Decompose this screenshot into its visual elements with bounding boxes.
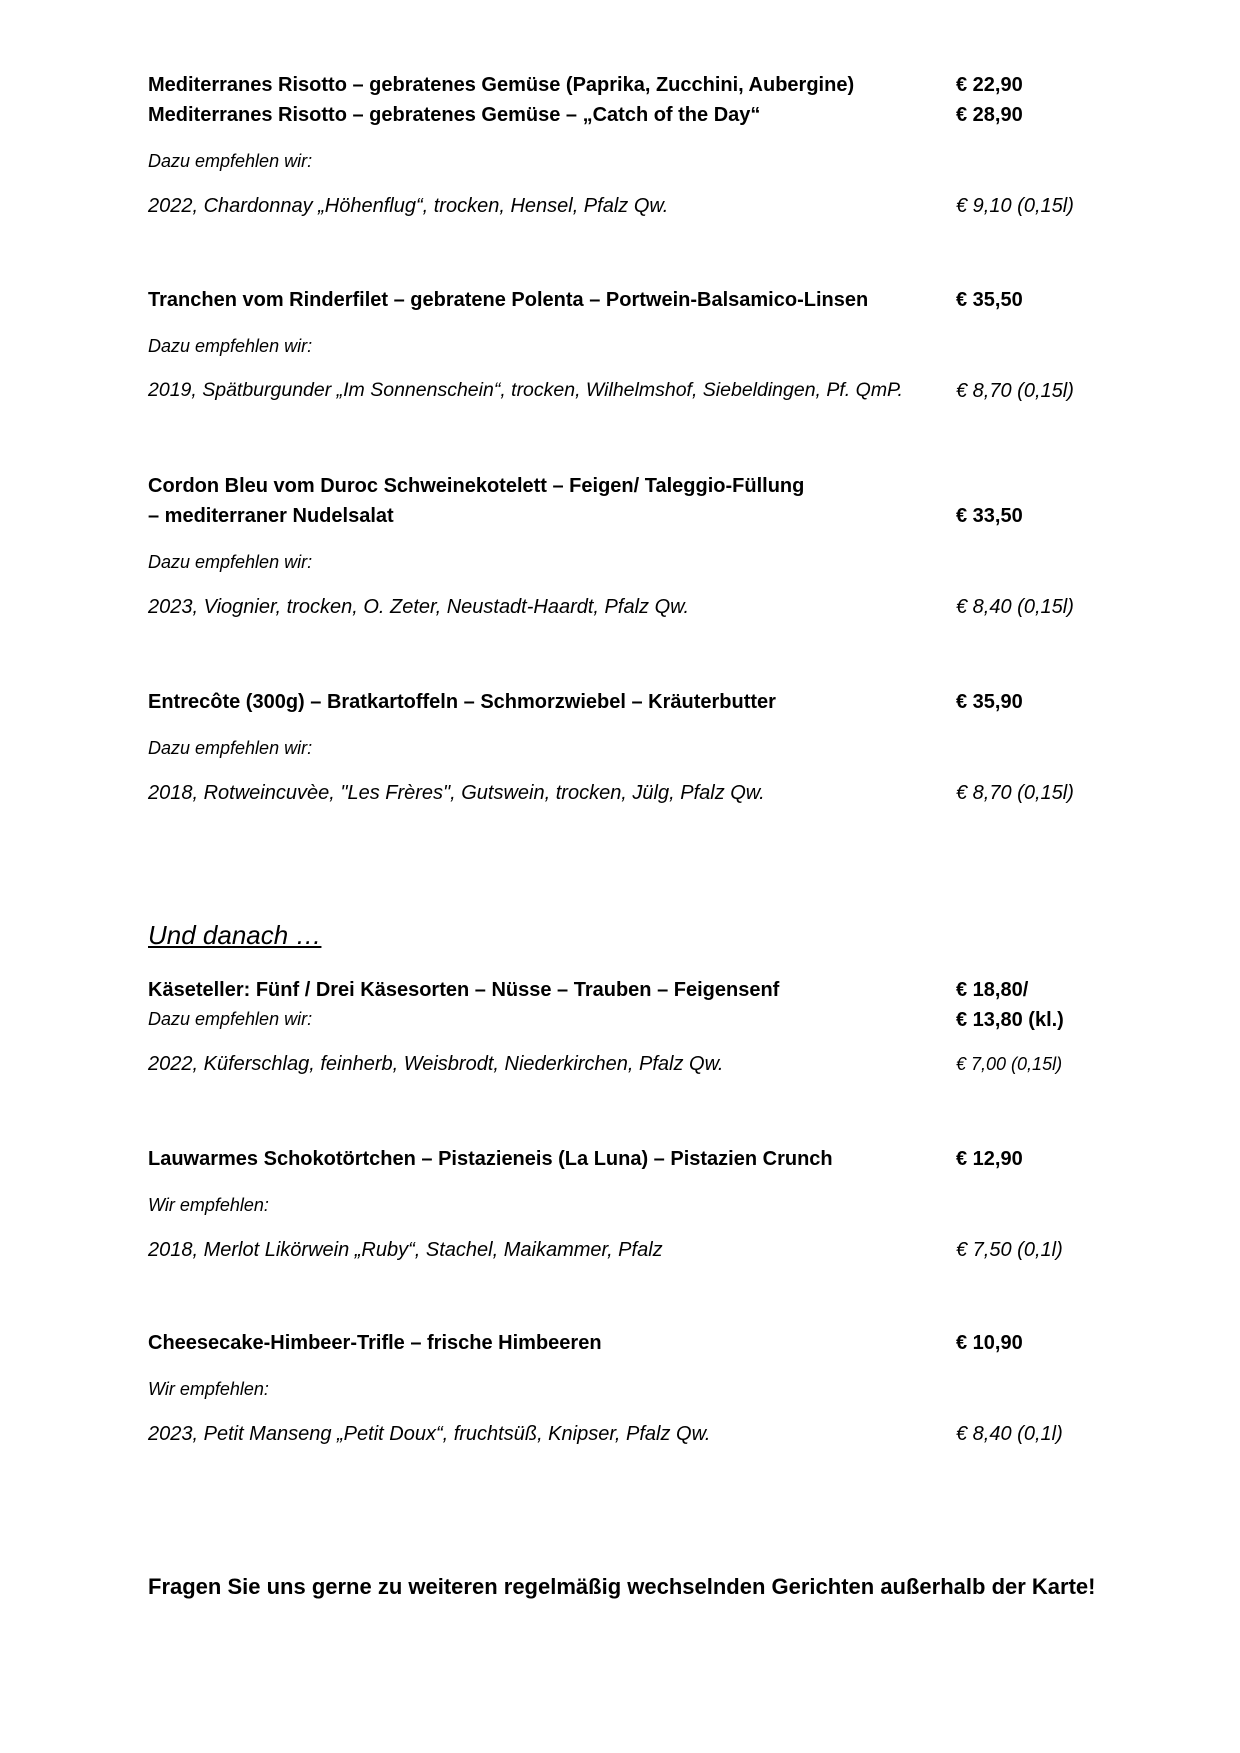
dish-cheesecake-trifle: Cheesecake-Himbeer-Trifle – frische Himbeeren	[148, 1332, 602, 1354]
wine-price: € 8,40 (0,15l)	[956, 596, 1074, 618]
price-schokotoertchen: € 12,90	[956, 1148, 1023, 1170]
wine-pairing: 2023, Petit Manseng „Petit Doux“, fruchtsüß, Knipser, Pfalz Qw.	[148, 1423, 711, 1445]
dish-kaeseteller: Käseteller: Fünf / Drei Käsesorten – Nüsse – Trauben – Feigensenf	[148, 979, 780, 1001]
recommendation-label: Dazu empfehlen wir:	[148, 1009, 313, 1029]
wine-price: € 8,70 (0,15l)	[956, 380, 1074, 402]
wine-price: € 7,00 (0,15l)	[956, 1054, 1063, 1074]
recommendation-label: Wir empfehlen:	[148, 1379, 269, 1399]
recommendation-label: Dazu empfehlen wir:	[148, 552, 313, 572]
wine-price: € 8,40 (0,1l)	[956, 1423, 1063, 1445]
dish-rinderfilet: Tranchen vom Rinderfilet – gebratene Polenta – Portwein-Balsamico-Linsen	[148, 289, 869, 311]
dish-cordon-bleu-line2: – mediterraner Nudelsalat	[148, 505, 394, 527]
recommendation-label: Dazu empfehlen wir:	[148, 738, 313, 758]
price-rinderfilet: € 35,50	[956, 289, 1023, 311]
dish-risotto: Mediterranes Risotto – gebratenes Gemüse (Paprika, Zucchini, Aubergine)	[148, 74, 855, 96]
wine-price: € 9,10 (0,15l)	[956, 195, 1074, 217]
recommendation-label: Dazu empfehlen wir:	[148, 336, 313, 356]
price-cordon-bleu: € 33,50	[956, 505, 1023, 527]
wine-pairing: 2019, Spätburgunder „Im Sonnenschein“, trocken, Wilhelmshof, Siebeldingen, Pf. QmP.	[148, 379, 903, 401]
wine-pairing: 2023, Viognier, trocken, O. Zeter, Neustadt-Haardt, Pfalz Qw.	[148, 596, 690, 618]
dish-risotto-catch: Mediterranes Risotto – gebratenes Gemüse – „Catch of the Day“	[148, 104, 761, 126]
price-risotto-catch: € 28,90	[956, 104, 1023, 126]
wine-pairing: 2018, Rotweincuvèe, "Les Frères", Gutswein, trocken, Jülg, Pfalz Qw.	[148, 782, 765, 804]
wine-price: € 8,70 (0,15l)	[956, 782, 1074, 804]
wine-pairing: 2018, Merlot Likörwein „Ruby“, Stachel, Maikammer, Pfalz	[148, 1239, 663, 1261]
dish-cordon-bleu: Cordon Bleu vom Duroc Schweinekotelett – Feigen/ Taleggio-Füllung	[148, 475, 805, 497]
dish-entrecote: Entrecôte (300g) – Bratkartoffeln – Schmorzwiebel – Kräuterbutter	[148, 691, 776, 713]
wine-price: € 7,50 (0,1l)	[956, 1239, 1063, 1261]
recommendation-label: Wir empfehlen:	[148, 1195, 269, 1215]
dessert-heading: Und danach …	[148, 920, 322, 950]
wine-pairing: 2022, Chardonnay „Höhenflug“, trocken, Hensel, Pfalz Qw.	[148, 195, 669, 217]
footer-note: Fragen Sie uns gerne zu weiteren regelmäßig wechselnden Gerichten außerhalb der Karte!	[148, 1574, 1096, 1599]
price-risotto: € 22,90	[956, 74, 1023, 96]
price-cheesecake-trifle: € 10,90	[956, 1332, 1023, 1354]
price-kaeseteller-small: € 13,80 (kl.)	[956, 1009, 1064, 1031]
wine-pairing: 2022, Küferschlag, feinherb, Weisbrodt, Niederkirchen, Pfalz Qw.	[148, 1053, 724, 1075]
dish-schokotoertchen: Lauwarmes Schokotörtchen – Pistazieneis (La Luna) – Pistazien Crunch	[148, 1148, 833, 1170]
price-entrecote: € 35,90	[956, 691, 1023, 713]
recommendation-label: Dazu empfehlen wir:	[148, 151, 313, 171]
price-kaeseteller: € 18,80/	[956, 979, 1029, 1001]
